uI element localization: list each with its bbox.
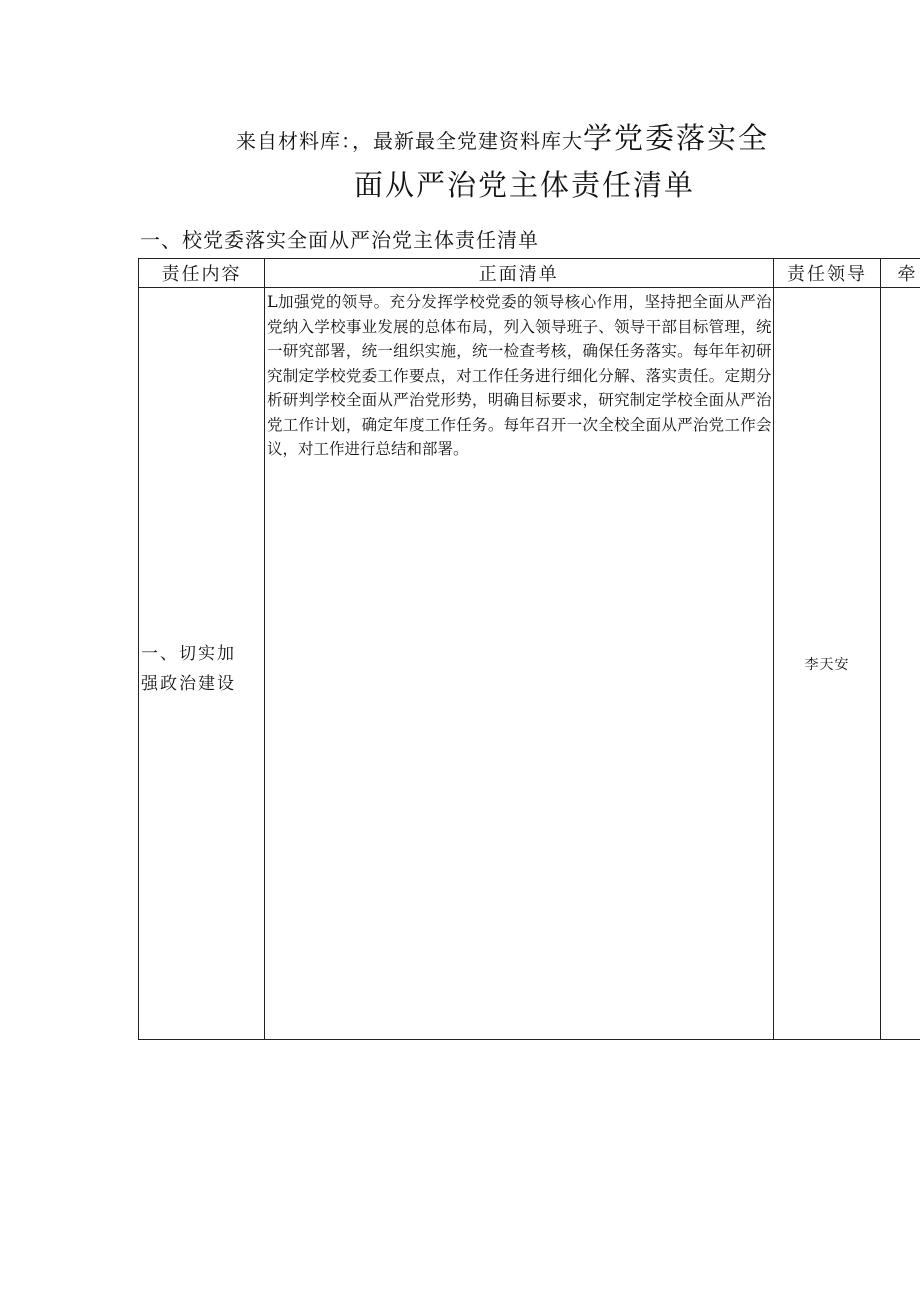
table-row (139, 288, 920, 1040)
header-responsibility-content: 责任内容 (139, 259, 265, 288)
section-heading: 一、校党委落实全面从严治党主体责任清单 (140, 228, 539, 252)
row-category-cell (139, 288, 265, 1040)
row-lead-department (881, 288, 920, 1040)
table-header-row (139, 259, 920, 288)
title-source-prefix: 来自材料库：，最新最全党建资料库大 (236, 129, 583, 153)
document-title-line-1 (236, 118, 769, 163)
row-category: 一、切实加强政治建设 (141, 643, 236, 694)
list-item-marker: L (266, 292, 278, 311)
row-leader: 李天安 (773, 288, 881, 1040)
row-content-cell (264, 288, 773, 1040)
title-main-part-1: 学党委落实全 (583, 121, 770, 155)
row-content: 加强党的领导。充分发挥学校党委的领导核心作用，坚持把全面从严治党纳入学校事业发展的总体布局，列入领导班子、领导干部目标管理，统一研究部署，统一组织实施，统一检查考核，确保任务落实。每年年初研究制定学校党委工作要点，对工作任务进行细化分解、落实责任。定期分析研判学校全面从严治党形势，明确目标要求，研究制定学校全面从严治党工作计划，确定年度工作任务。每年召开一次全校全面从严治党工作会议，对工作进行总结和部署。 (266, 293, 772, 458)
header-responsible-leader: 责任领导 (773, 259, 881, 288)
responsibility-table (138, 258, 920, 1040)
header-positive-list: 正面清单 (264, 259, 773, 288)
document-title-line-2: 面从严治党主体责任清单 (354, 168, 696, 202)
header-lead-department: 牵 (881, 259, 920, 288)
